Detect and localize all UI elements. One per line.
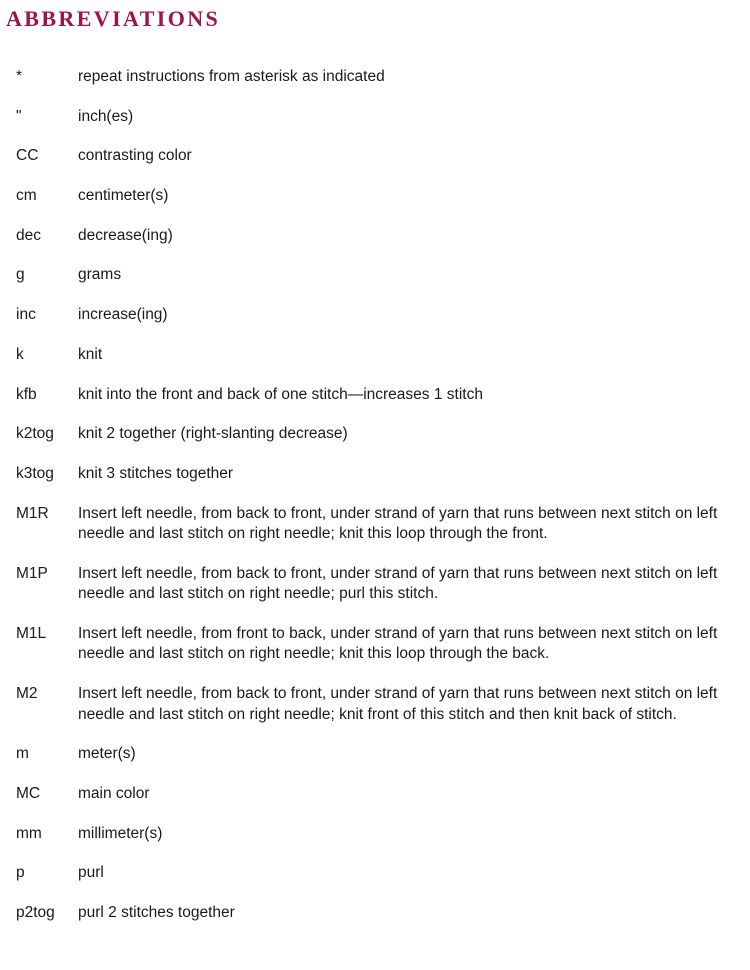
abbreviation-definition: increase(ing) bbox=[78, 306, 168, 324]
abbreviation-definition: Insert left needle, from back to front, under strand of yarn that runs between next stitch on left needle and last stitch on right needle; purl this stitch. bbox=[78, 564, 718, 603]
abbreviation-definition: meter(s) bbox=[78, 745, 136, 763]
abbreviation-term: M2 bbox=[16, 685, 38, 703]
abbreviation-definition: contrasting color bbox=[78, 147, 192, 165]
abbreviation-definition: knit 2 together (right-slanting decrease) bbox=[78, 425, 348, 443]
abbreviation-definition: inch(es) bbox=[78, 107, 134, 125]
abbreviation-row bbox=[16, 305, 736, 326]
abbreviation-list bbox=[16, 67, 736, 943]
abbreviation-definition: knit into the front and back of one stitch—increases 1 stitch bbox=[78, 385, 483, 403]
abbreviation-definition: knit bbox=[78, 345, 103, 363]
abbreviation-definition: Insert left needle, from back to front, under strand of yarn that runs between next stitch on left needle and last stitch on right needle; knit this loop through the front. bbox=[78, 504, 718, 543]
abbreviation-definition: purl bbox=[78, 864, 104, 882]
abbreviation-term: p2tog bbox=[16, 904, 55, 922]
abbreviation-row bbox=[16, 824, 736, 845]
abbreviation-term: k3tog bbox=[16, 464, 54, 482]
abbreviation-definition: main color bbox=[78, 785, 150, 802]
abbreviation-term: kfb bbox=[16, 385, 37, 403]
abbreviation-term: " bbox=[16, 107, 22, 125]
abbreviation-term: M1P bbox=[16, 564, 48, 582]
abbreviation-row bbox=[16, 107, 736, 128]
abbreviation-term: MC bbox=[16, 785, 41, 802]
abbreviation-row bbox=[16, 67, 736, 88]
abbreviation-definition: Insert left needle, from front to back, under strand of yarn that runs between next stitch on left needle and last stitch on right needle; knit this loop through the back. bbox=[78, 624, 718, 663]
abbreviation-term: m bbox=[16, 745, 29, 763]
abbreviation-term: cm bbox=[16, 187, 37, 205]
abbreviation-definition: repeat instructions from asterisk as indicated bbox=[78, 68, 385, 85]
abbreviation-row bbox=[16, 186, 736, 207]
abbreviation-row bbox=[16, 903, 736, 924]
abbreviation-row bbox=[16, 146, 736, 167]
abbreviation-row bbox=[16, 385, 736, 406]
abbreviation-term: inc bbox=[16, 306, 36, 324]
abbreviation-row bbox=[16, 863, 736, 884]
abbreviation-term: M1L bbox=[16, 624, 47, 642]
page-title: ABBREVIATIONS bbox=[6, 6, 221, 31]
abbreviation-term: dec bbox=[16, 226, 41, 244]
abbreviation-row bbox=[16, 226, 736, 247]
abbreviation-term: g bbox=[16, 266, 25, 284]
abbreviation-row bbox=[16, 424, 736, 445]
abbreviation-term: * bbox=[16, 68, 23, 85]
abbreviation-term: k bbox=[16, 345, 24, 363]
abbreviation-row bbox=[16, 744, 736, 765]
abbreviation-term: mm bbox=[16, 824, 42, 842]
abbreviation-term: M1R bbox=[16, 504, 49, 522]
abbreviation-row bbox=[16, 464, 736, 485]
abbreviation-definition: centimeter(s) bbox=[78, 187, 169, 205]
abbreviation-term: k2tog bbox=[16, 425, 54, 443]
abbreviation-row bbox=[16, 684, 736, 725]
abbreviation-definition: Insert left needle, from back to front, under strand of yarn that runs between next stitch on left needle and last stitch on right needle; knit front of this stitch and then knit back of stitch. bbox=[78, 685, 718, 723]
abbreviation-row bbox=[16, 784, 736, 805]
abbreviation-definition: millimeter(s) bbox=[78, 824, 163, 842]
abbreviation-definition: decrease(ing) bbox=[78, 226, 173, 244]
abbreviation-definition: purl 2 stitches together bbox=[78, 904, 235, 922]
abbreviation-row bbox=[16, 504, 736, 545]
abbreviation-definition: grams bbox=[78, 266, 122, 284]
abbreviation-row bbox=[16, 564, 736, 605]
abbreviation-term: p bbox=[16, 864, 25, 882]
abbreviation-row bbox=[16, 624, 736, 665]
abbreviation-definition: knit 3 stitches together bbox=[78, 464, 234, 482]
abbreviation-row bbox=[16, 265, 736, 286]
abbreviation-term: CC bbox=[16, 147, 39, 165]
abbreviation-row bbox=[16, 345, 736, 366]
